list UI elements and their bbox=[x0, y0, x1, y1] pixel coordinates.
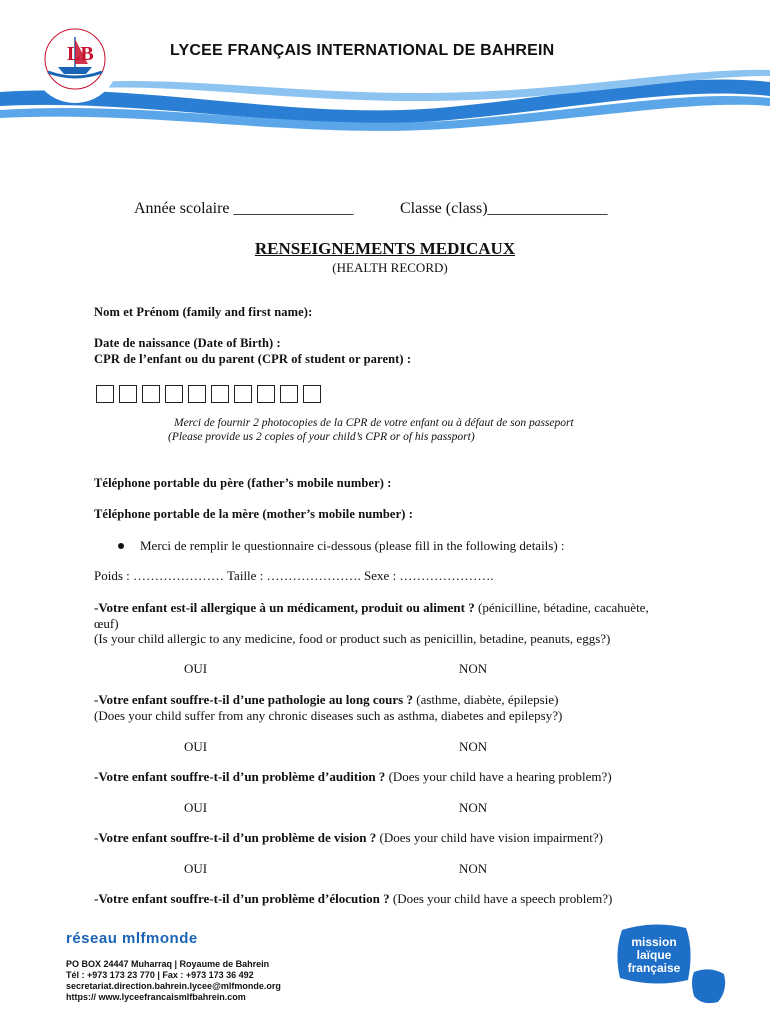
question-detail: (asthme, diabète, épilepsie) bbox=[412, 692, 559, 707]
dob-label: Date de naissance (Date of Birth) : bbox=[94, 336, 281, 350]
question-chronic bbox=[94, 692, 674, 723]
mlf-line-1: mission bbox=[631, 935, 677, 949]
measurements-line[interactable]: Poids : ………………… Taille : …………………. Sexe : …………………. bbox=[94, 568, 494, 583]
answer-yes-vision[interactable]: OUI bbox=[184, 861, 208, 876]
footer-address: PO BOX 24447 Muharraq | Royaume de Bahrein bbox=[66, 959, 270, 969]
school-name: LYCEE FRANÇAIS INTERNATIONAL DE BAHREIN bbox=[170, 42, 555, 59]
class-field[interactable]: Classe (class)_______________ bbox=[400, 200, 608, 217]
answer-no-hearing[interactable]: NON bbox=[459, 800, 488, 815]
mother-phone-label: Téléphone portable de la mère (mother’s mobile number) : bbox=[94, 507, 413, 521]
question-detail: (pénicilline, bétadine, cacahuète, œuf) bbox=[94, 600, 649, 631]
answer-no-allergy[interactable]: NON bbox=[459, 661, 488, 676]
question-detail: (Does your child have a speech problem?) bbox=[389, 891, 613, 906]
bullet-icon bbox=[118, 543, 124, 549]
question-hearing bbox=[94, 769, 674, 785]
cpr-digit-boxes[interactable] bbox=[96, 385, 321, 403]
fill-instruction bbox=[118, 538, 565, 554]
form-title: RENSEIGNEMENTS MEDICAUX bbox=[254, 239, 516, 258]
question-vision bbox=[94, 830, 674, 846]
answer-no-chronic[interactable]: NON bbox=[459, 739, 488, 754]
question-text: -Votre enfant est-il allergique à un médicament, produit ou aliment ? bbox=[94, 600, 475, 615]
footer-email[interactable]: secretariat.direction.bahrein.lycee@mlfmonde.org bbox=[66, 981, 281, 991]
form-subtitle: (HEALTH RECORD) bbox=[332, 260, 448, 275]
cpr-digit-box[interactable] bbox=[257, 385, 275, 403]
fill-instruction-text: Merci de remplir le questionnaire ci-dessous (please fill in the following details) : bbox=[140, 538, 565, 553]
answer-no-vision[interactable]: NON bbox=[459, 861, 488, 876]
question-detail: (Does your child have vision impairment?) bbox=[376, 830, 604, 845]
question-english: (Is your child allergic to any medicine, food or product such as penicillin, betadine, peanuts, eggs?) bbox=[94, 631, 611, 646]
mlf-line-2: laïque bbox=[636, 948, 672, 962]
question-english: (Does your child suffer from any chronic diseases such as asthma, diabetes and epilepsy?) bbox=[94, 707, 563, 723]
question-speech bbox=[94, 891, 674, 907]
cpr-digit-box[interactable] bbox=[303, 385, 321, 403]
name-label: Nom et Prénom (family and first name): bbox=[94, 305, 313, 319]
cpr-note-french: Merci de fournir 2 photocopies de la CPR de votre enfant ou à défaut de son passeport bbox=[174, 417, 574, 429]
cpr-note-english: (Please provide us 2 copies of your child’s CPR or of his passport) bbox=[168, 431, 475, 443]
answer-yes-chronic[interactable]: OUI bbox=[184, 739, 208, 754]
question-text: -Votre enfant souffre-t-il d’un problème de vision ? bbox=[94, 830, 377, 845]
question-text: -Votre enfant souffre-t-il d’un problème d’élocution ? bbox=[94, 891, 390, 906]
cpr-digit-box[interactable] bbox=[211, 385, 229, 403]
father-phone-label: Téléphone portable du père (father’s mobile number) : bbox=[94, 476, 392, 490]
logo-letters: LB bbox=[67, 43, 94, 65]
cpr-digit-box[interactable] bbox=[142, 385, 160, 403]
question-detail: (Does your child have a hearing problem?) bbox=[385, 769, 612, 784]
cpr-digit-box[interactable] bbox=[96, 385, 114, 403]
mlf-line-3: française bbox=[627, 961, 681, 975]
cpr-digit-box[interactable] bbox=[234, 385, 252, 403]
school-logo bbox=[28, 12, 122, 106]
question-text: -Votre enfant souffre-t-il d’un problème d’audition ? bbox=[94, 769, 386, 784]
cpr-digit-box[interactable] bbox=[188, 385, 206, 403]
answer-yes-hearing[interactable]: OUI bbox=[184, 800, 208, 815]
cpr-digit-box[interactable] bbox=[280, 385, 298, 403]
network-brand: réseau mlfmonde bbox=[66, 930, 198, 947]
question-text: -Votre enfant souffre-t-il d’une pathologie au long cours ? bbox=[94, 692, 413, 707]
footer-website[interactable]: https:// www.lyceefrancaismlfbahrein.com bbox=[66, 992, 246, 1002]
cpr-label: CPR de l’enfant ou du parent (CPR of student or parent) : bbox=[94, 352, 412, 366]
answer-yes-allergy[interactable]: OUI bbox=[184, 661, 208, 676]
school-year-field[interactable]: Année scolaire _______________ bbox=[134, 200, 354, 217]
cpr-digit-box[interactable] bbox=[165, 385, 183, 403]
footer-phone: Tél : +973 173 23 770 | Fax : +973 173 36 492 bbox=[66, 970, 254, 980]
cpr-digit-box[interactable] bbox=[119, 385, 137, 403]
question-allergy bbox=[94, 600, 674, 647]
